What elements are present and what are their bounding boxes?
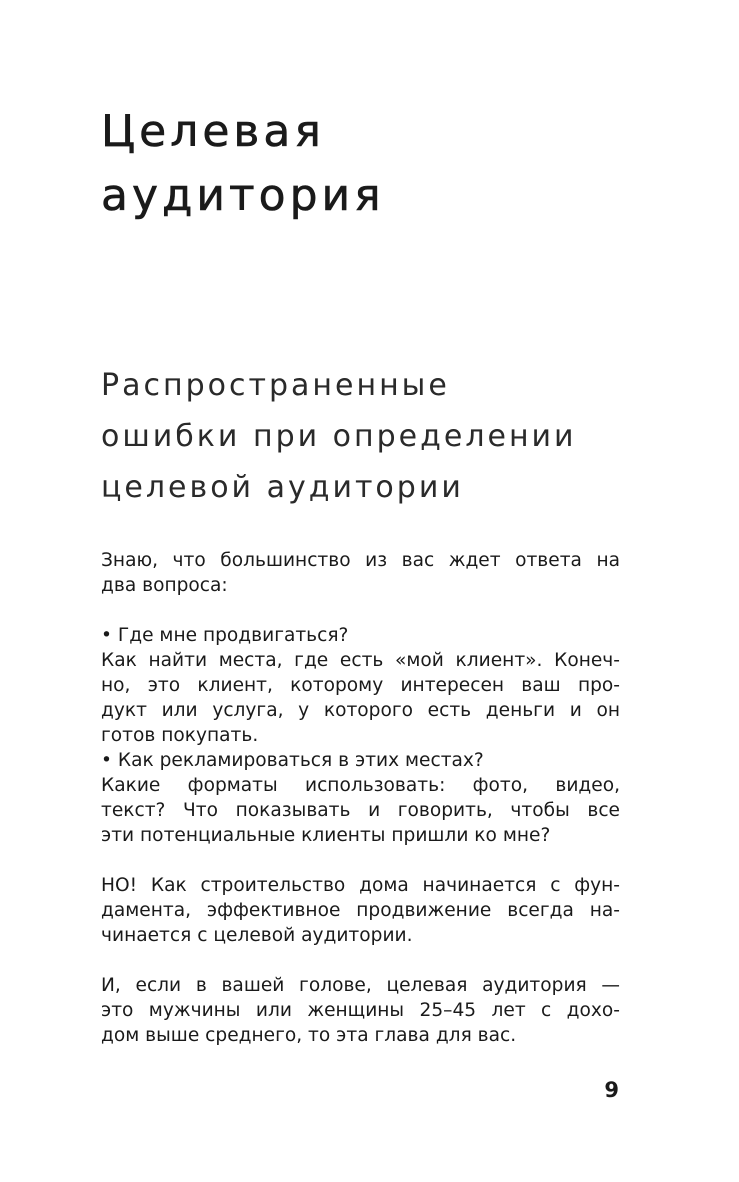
- paragraph-line: дамента, эффективное продвижение всегда на-: [101, 900, 620, 921]
- section-title-line: Распространенные: [101, 368, 450, 403]
- page-number: 9: [604, 1078, 619, 1102]
- paragraph-gap: [101, 598, 620, 623]
- paragraph-conclusion: [101, 973, 620, 1048]
- paragraph-line: текст? Что показывать и говорить, чтобы все: [101, 800, 620, 821]
- paragraph-line: И, если в вашей голове, целевая аудитория —: [101, 975, 620, 996]
- paragraph-line: дукт или услуга, у которого есть деньги и он: [101, 700, 620, 721]
- paragraph-questions: [101, 623, 620, 848]
- section-title: [101, 360, 577, 513]
- body-text: [101, 548, 620, 1048]
- section-title-line: ошибки при определении: [101, 419, 577, 454]
- bullet-item: • Как рекламироваться в этих местах?: [101, 750, 484, 771]
- paragraph-line: чинается с целевой аудитории.: [101, 925, 413, 946]
- chapter-title: [101, 100, 385, 228]
- paragraph-line: дом выше среднего, то эта глава для вас.: [101, 1025, 517, 1046]
- paragraph-line: НО! Как строительство дома начинается с фун-: [101, 875, 620, 896]
- paragraph-line: Как найти места, где есть «мой клиент». Конеч-: [101, 650, 620, 671]
- paragraph-line: два вопроса:: [101, 575, 228, 596]
- paragraph-line: готов покупать.: [101, 725, 259, 746]
- section-title-line: целевой аудитории: [101, 470, 464, 505]
- paragraph-intro: [101, 548, 620, 598]
- paragraph-line: это мужчины или женщины 25–45 лет с дохо-: [101, 1000, 620, 1021]
- chapter-title-line: Целевая: [101, 106, 325, 157]
- paragraph-line: но, это клиент, которому интересен ваш про-: [101, 675, 620, 696]
- paragraph-gap: [101, 848, 620, 873]
- bullet-item: • Где мне продвигаться?: [101, 625, 349, 646]
- paragraph-line: Знаю, что большинство из вас ждет ответа на: [101, 550, 620, 571]
- paragraph-line: Какие форматы использовать: фото, видео,: [101, 775, 620, 796]
- paragraph-gap: [101, 948, 620, 973]
- chapter-title-line: аудитория: [101, 170, 385, 221]
- paragraph-foundation: [101, 873, 620, 948]
- paragraph-line: эти потенциальные клиенты пришли ко мне?: [101, 825, 551, 846]
